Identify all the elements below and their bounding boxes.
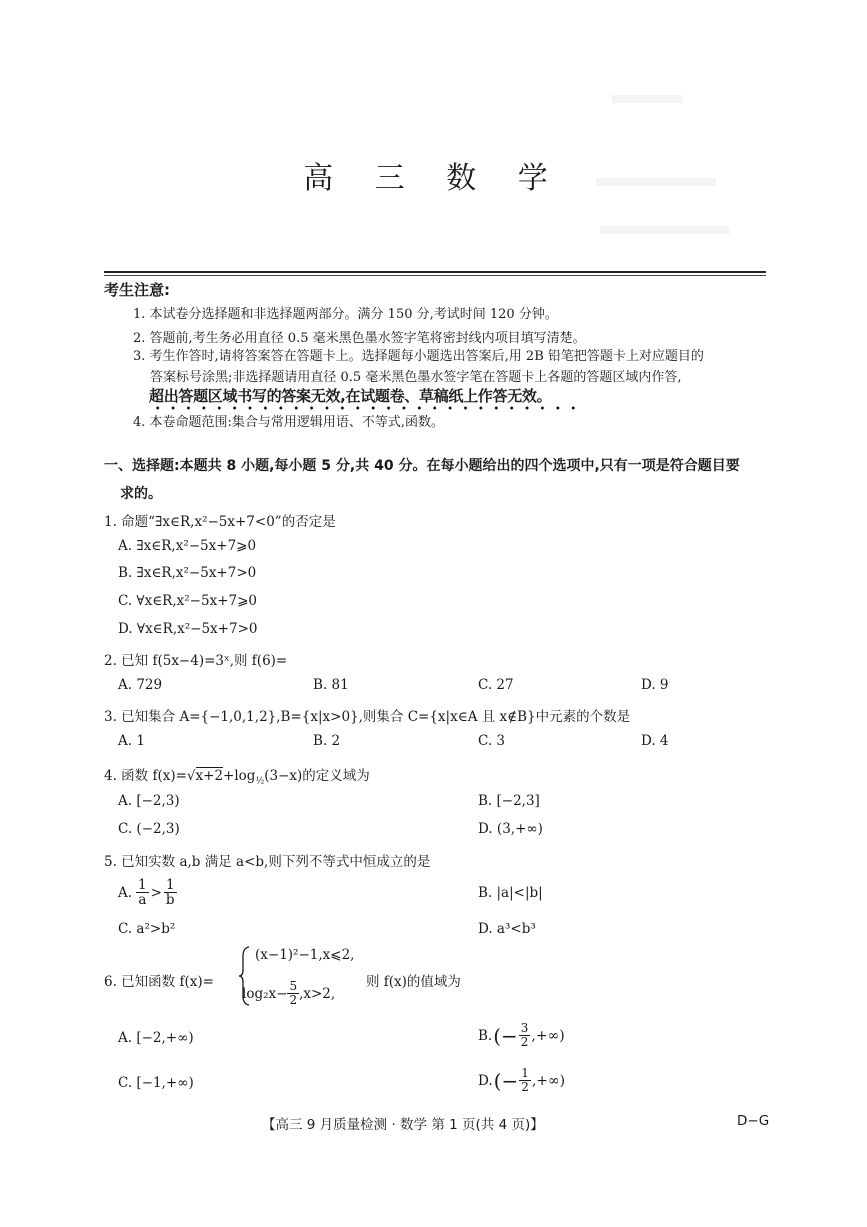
question-6-stem-post: 则 f(x)的值域为 — [366, 974, 461, 990]
case-2-condition: ,x>2, — [299, 985, 336, 1002]
fraction — [519, 1067, 531, 1094]
header-rule-thin — [104, 275, 766, 276]
notice-heading: 考生注意: — [104, 281, 170, 299]
question-1-stem: 1. 命题“∃x∈R,x²−5x+7<0”的否定是 — [104, 514, 336, 530]
paper-code: D−G — [737, 1113, 770, 1129]
log-base: ½ — [255, 776, 265, 787]
question-5-option-a — [118, 878, 177, 907]
fraction-denominator: 2 — [520, 1035, 529, 1049]
page-title: 高 三 数 学 — [303, 161, 564, 196]
option-label: D. — [478, 1072, 493, 1089]
question-2-option-b: B. 81 — [313, 677, 349, 693]
notice-item-1: 1. 本试卷分选择题和非选择题两部分。满分 150 分,考试时间 120 分钟。 — [133, 307, 558, 322]
question-3-stem: 3. 已知集合 A={−1,0,1,2},B={x|x>0},则集合 C={x|x∈A 且 x∉B}中元素的个数是 — [104, 709, 631, 725]
piecewise-case-2 — [242, 980, 335, 1007]
question-6-option-a: A. [−2,+∞) — [118, 1030, 194, 1046]
question-4-option-d: D. (3,+∞) — [478, 821, 543, 837]
page-footer: 【高三 9 月质量检测 · 数学 第 1 页(共 4 页)】 — [262, 1117, 544, 1133]
question-1-option-a: A. ∃x∈R,x²−5x+7⩾0 — [118, 538, 257, 554]
interval-end: ,+∞) — [531, 1072, 566, 1089]
question-5-stem: 5. 已知实数 a,b 满足 a<b,则下列不等式中恒成立的是 — [104, 854, 431, 870]
question-3-option-b: B. 2 — [313, 733, 341, 749]
paren-open: (− — [493, 1068, 519, 1093]
option-label: B. — [478, 1027, 493, 1044]
fraction-denominator: b — [165, 892, 175, 908]
question-2-option-c: C. 27 — [478, 677, 514, 693]
question-4-option-a: A. [−2,3) — [118, 793, 180, 809]
question-5-option-b: B. |a|<|b| — [478, 885, 543, 901]
notice-item-2: 2. 答题前,考生务必用直径 0.5 毫米黑色墨水签字笔将密封线内项目填写清楚。 — [133, 331, 586, 346]
relation: > — [150, 884, 162, 901]
question-1-option-c: C. ∀x∈R,x²−5x+7⩾0 — [118, 593, 257, 609]
section-heading-cont: 求的。 — [120, 486, 162, 502]
sqrt-argument: x+2 — [195, 768, 224, 784]
notice-item-3: 3. 考生作答时,请将答案答在答题卡上。选择题每小题选出答案后,用 2B 铅笔把答题卡上对应题目的 — [133, 349, 704, 364]
question-4-stem-log: +log — [223, 768, 256, 784]
piecewise-case-1: (x−1)²−1,x⩽2, — [255, 947, 355, 963]
question-1-option-b: B. ∃x∈R,x²−5x+7>0 — [118, 565, 257, 581]
notice-emphasis: 超出答题区域书写的答案无效,在试题卷、草稿纸上作答无效。 — [149, 387, 552, 405]
fraction-numerator: 1 — [521, 1066, 529, 1080]
question-6-option-c: C. [−1,+∞) — [118, 1075, 194, 1091]
question-2-stem: 2. 已知 f(5x−4)=3ˣ,则 f(6)= — [104, 653, 288, 669]
bleed-mark — [600, 226, 730, 234]
question-2-option-a: A. 729 — [118, 677, 163, 693]
sqrt-sign: √ — [186, 768, 196, 784]
notice-item-3-cont: 答案标号涂黑;非选择题请用直径 0.5 毫米黑色墨水签字笔在答题卡上各题的答题区域内作答, — [150, 370, 682, 385]
question-6-option-b — [478, 1022, 565, 1049]
interval-end: ,+∞) — [531, 1027, 565, 1044]
notice-item-4: 4. 本卷命题范围:集合与常用逻辑用语、不等式,函数。 — [133, 415, 445, 430]
question-5-option-d: D. a³<b³ — [478, 921, 536, 937]
question-6-stem-pre: 6. 已知函数 f(x)= — [104, 974, 214, 990]
question-2-option-d: D. 9 — [641, 677, 669, 693]
fraction-denominator: 2 — [521, 1080, 529, 1094]
question-4-stem-end: (3−x)的定义域为 — [264, 768, 370, 784]
section-heading: 一、选择题:本题共 8 小题,每小题 5 分,共 40 分。在每小题给出的四个选项中,只有一项是符合题目要 — [104, 458, 740, 474]
fraction — [519, 1022, 531, 1049]
question-4-stem — [104, 764, 370, 787]
question-6-option-d — [478, 1067, 565, 1094]
question-4-stem-pre: 4. 函数 f(x)= — [104, 768, 187, 784]
question-3-option-c: C. 3 — [478, 733, 506, 749]
case-2-log: log₂x− — [242, 985, 288, 1002]
question-1-option-d: D. ∀x∈R,x²−5x+7>0 — [118, 621, 258, 637]
option-label: A. — [118, 884, 133, 901]
fraction-numerator: 1 — [165, 877, 175, 893]
fraction — [287, 980, 299, 1007]
fraction-denominator: a — [138, 892, 147, 908]
question-3-option-d: D. 4 — [641, 733, 669, 749]
question-4-option-b: B. [−2,3] — [478, 793, 540, 809]
fraction-numerator: 3 — [520, 1021, 529, 1035]
fraction — [136, 878, 149, 907]
header-rule — [104, 271, 766, 273]
question-5-option-c: C. a²>b² — [118, 921, 176, 937]
question-3-option-a: A. 1 — [118, 733, 145, 749]
paren-open: (− — [493, 1023, 518, 1048]
question-4-option-c: C. (−2,3) — [118, 821, 180, 837]
bleed-mark — [612, 95, 682, 103]
fraction-numerator: 5 — [289, 979, 298, 993]
fraction-numerator: 1 — [138, 877, 147, 893]
fraction-denominator: 2 — [289, 993, 298, 1007]
fraction — [164, 878, 177, 907]
